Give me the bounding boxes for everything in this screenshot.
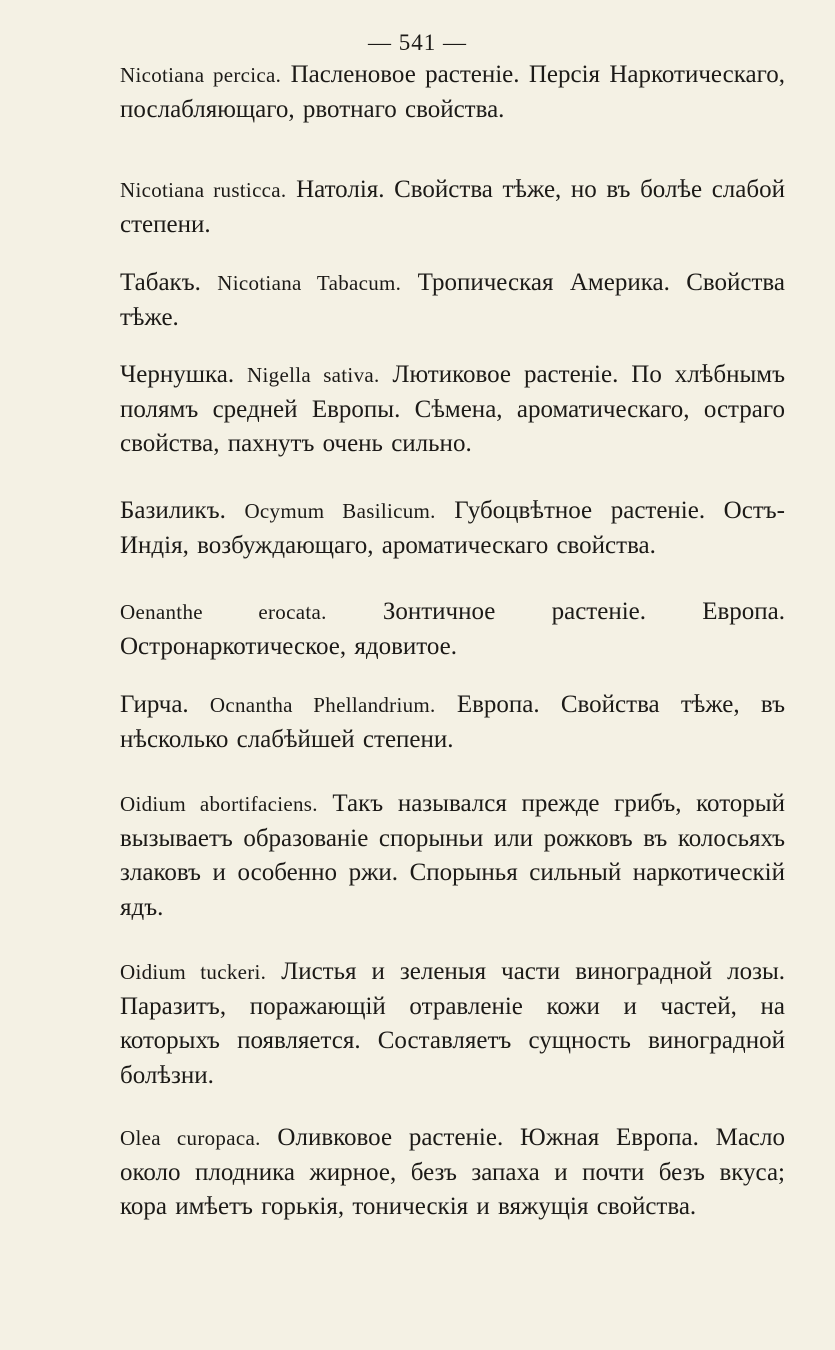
entry-text: Такъ назывался прежде грибъ, который вызываетъ образованіе спорыньи или рожковъ въ колосьяхъ злаковъ и особенно ржи. Спорынья сильный наркотическій ядъ. bbox=[120, 790, 785, 921]
entry bbox=[120, 266, 785, 335]
latin-name: Oidium abortifaciens. bbox=[120, 792, 318, 816]
latin-name: Nicotiana rusticca. bbox=[120, 178, 287, 202]
entry bbox=[120, 1121, 785, 1225]
latin-name: Nicotiana percica. bbox=[120, 63, 282, 87]
latin-name: Nicotiana Tabacum. bbox=[217, 271, 402, 295]
latin-name: Ocymum Basilicum. bbox=[244, 499, 436, 523]
latin-name: Ocnantha Phellandrium. bbox=[209, 693, 436, 717]
entry-text: Тропическая Америка. Свойства тѣже. bbox=[120, 269, 786, 331]
latin-name: Nigella sativa. bbox=[247, 363, 380, 387]
entry bbox=[120, 494, 785, 563]
entry-lead: Базиликъ. bbox=[120, 497, 245, 524]
entry bbox=[120, 787, 785, 925]
latin-name: Olea curopaca. bbox=[120, 1126, 261, 1150]
latin-name: Oenanthe erocata. bbox=[120, 600, 327, 624]
entry-text: Европа. Свойства тѣже, въ нѣсколько слабѣйшей степени. bbox=[120, 691, 785, 753]
entry-text: Пасленовое растеніе. Персія Наркотическаго, послабляющаго, рвотнаго свойства. bbox=[120, 61, 785, 123]
entry bbox=[120, 173, 785, 242]
latin-name: Oidium tuckeri. bbox=[120, 960, 267, 984]
entry-lead: Гирча. bbox=[120, 691, 210, 718]
entry bbox=[120, 595, 785, 664]
page-number: — 541 — bbox=[368, 30, 467, 55]
entry-lead: Чернушка. bbox=[120, 361, 248, 388]
entry-text: Оливковое растеніе. Южная Европа. Масло около плодника жирное, безъ запаха и почти безъ вкуса; кора имѣетъ горькія, тоническія и вяжущія свойства. bbox=[120, 1124, 785, 1220]
entry-text: Губоцвѣтное растеніе. Остъ-Индія, возбуждающаго, ароматическаго свойства. bbox=[120, 497, 786, 559]
entry-text: Натолія. Свойства тѣже, но въ болѣе слабой степени. bbox=[120, 176, 785, 238]
entry bbox=[120, 358, 785, 462]
entry-text: Лютиковое растеніе. По хлѣбнымъ полямъ средней Европы. Сѣмена, ароматическаго, остраго свойства, пахнутъ очень сильно. bbox=[120, 361, 785, 457]
entry bbox=[120, 58, 785, 127]
entry bbox=[120, 955, 785, 1093]
entry-lead: Табакъ. bbox=[120, 269, 218, 296]
entry-text: Зонтичное растеніе. Европа. Остронаркотическое, ядовитое. bbox=[120, 598, 785, 660]
entry-text: Листья и зеленыя части виноградной лозы. Паразитъ, поражающій отравленіе кожи и частей, на которыхъ появляется. Составляетъ сущность виноградной болѣзни. bbox=[120, 958, 785, 1089]
entry bbox=[120, 688, 785, 757]
